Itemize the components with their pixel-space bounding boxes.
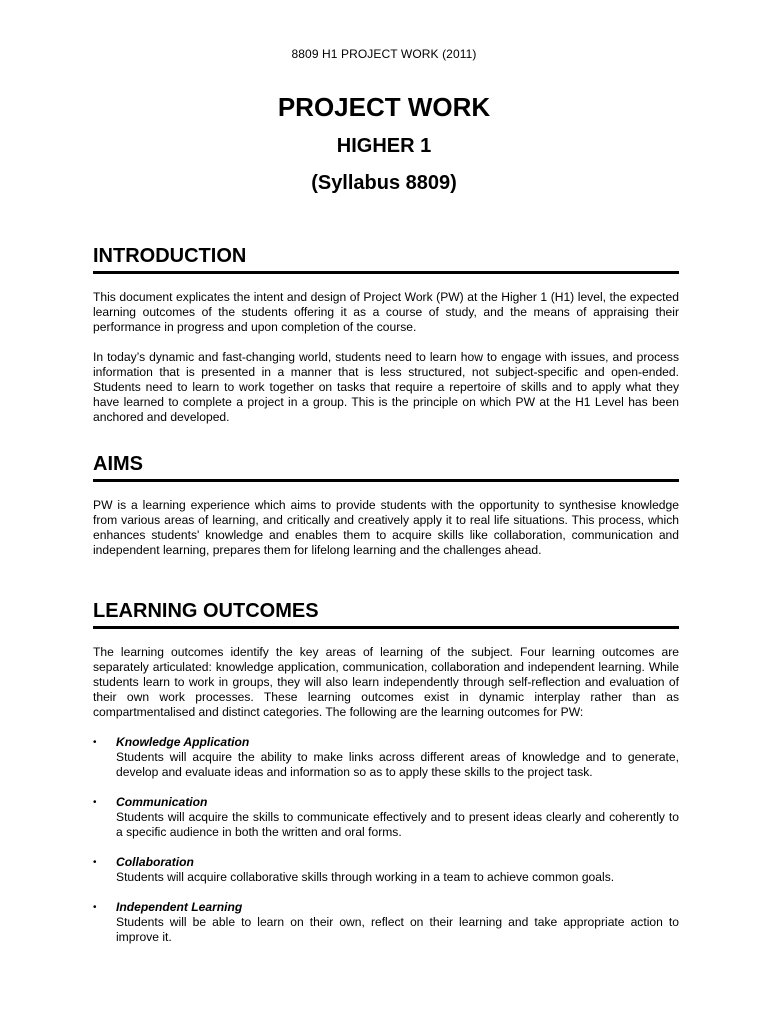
introduction-heading: INTRODUCTION xyxy=(93,244,679,274)
outcome-title: Independent Learning xyxy=(116,900,243,914)
learning-outcomes-heading: LEARNING OUTCOMES xyxy=(93,599,679,629)
outcome-title: Knowledge Application xyxy=(116,735,250,749)
document-level: HIGHER 1 xyxy=(336,135,432,157)
learning-outcomes-paragraph: The learning outcomes identify the key areas of learning of the subject. Four learning outcomes are separately articulated: knowledge application, communication, collaboration and independent learning. While students learn to work in groups, they will also learn independently through self-reflection and evaluation of their own work processes. These learning outcomes exist in dynamic interplay rather than as compartmentalised and distinct categories. The following are the learning outcomes for PW: xyxy=(93,645,679,719)
aims-heading: AIMS xyxy=(93,452,679,482)
bullet-icon: • xyxy=(93,737,97,748)
outcome-description: Students will acquire the ability to make links across different areas of knowledge and to generate, develop and evaluate ideas and information so as to apply these skills to the project task. xyxy=(116,750,679,779)
introduction-paragraph-2: In today’s dynamic and fast-changing world, students need to learn how to engage with issues, and process information that is presented in a manner that is less structured, not subject-specific and open-ended. Students need to learn to work together on tasks that require a repertoire of skills and to apply what they have learned to complete a project in a group. This is the principle on which PW at the H1 Level has been anchored and developed. xyxy=(93,350,679,424)
bullet-icon: • xyxy=(93,902,97,913)
learning-outcomes-list xyxy=(93,735,679,945)
outcome-title: Collaboration xyxy=(116,855,194,869)
aims-section xyxy=(93,452,679,558)
outcome-title: Communication xyxy=(116,795,208,809)
learning-outcomes-section xyxy=(93,599,679,960)
outcome-description: Students will acquire collaborative skills through working in a team to achieve common goals. xyxy=(116,870,615,884)
bullet-icon: • xyxy=(93,797,97,808)
outcome-description: Students will be able to learn on their own, reflect on their learning and take appropriate action to improve it. xyxy=(116,915,679,944)
list-item xyxy=(93,795,679,840)
document-title: PROJECT WORK xyxy=(277,92,491,122)
aims-paragraph: PW is a learning experience which aims to provide students with the opportunity to synthesise knowledge from various areas of learning, and critically and creatively apply it to real life situations. This process, which enhances students' knowledge and enables them to acquire skills like collaboration, communication and independent learning, prepares them for lifelong learning and the challenges ahead. xyxy=(93,498,679,557)
introduction-section xyxy=(93,244,679,425)
bullet-icon: • xyxy=(93,857,97,868)
list-item xyxy=(93,900,679,945)
introduction-paragraph-1: This document explicates the intent and design of Project Work (PW) at the Higher 1 (H1) level, the expected learning outcomes of the students offering it as a course of study, and the means of appraising their performance in progress and upon completion of the course. xyxy=(93,290,679,334)
list-item xyxy=(93,855,679,885)
running-header: 8809 H1 PROJECT WORK (2011) xyxy=(291,47,477,61)
outcome-description: Students will acquire the skills to communicate effectively and to present ideas clearly and coherently to a specific audience in both the written and oral forms. xyxy=(116,810,679,839)
list-item xyxy=(93,735,679,780)
syllabus-code: (Syllabus 8809) xyxy=(311,172,457,194)
